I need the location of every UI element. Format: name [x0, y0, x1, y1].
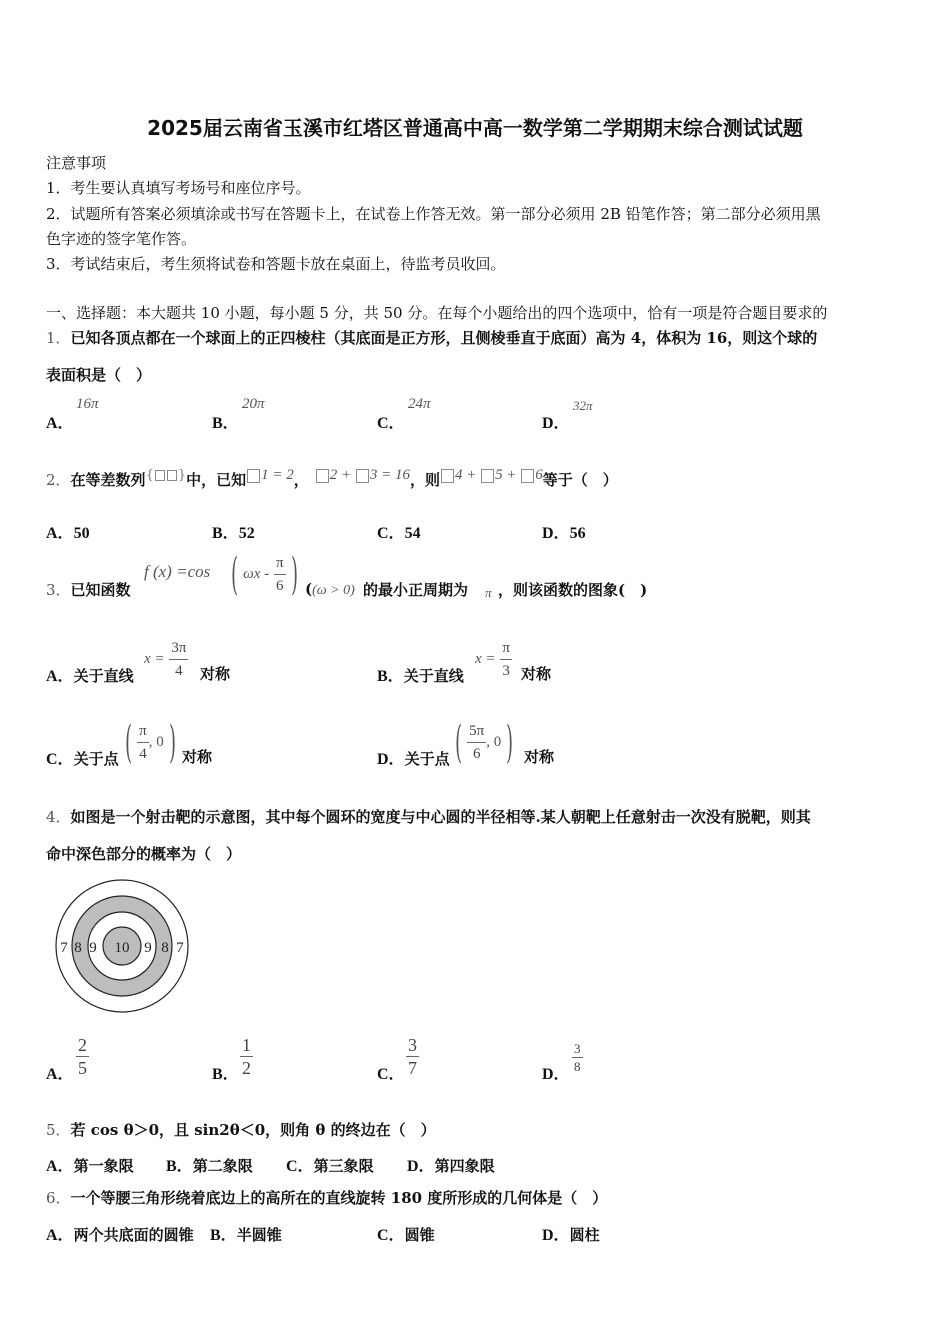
q5-option-d[interactable]: D．第四象限 [407, 1157, 495, 1175]
question-6-text: 6．一个等腰三角形绕着底边上的高所在的直线旋转 180 度所形成的几何体是（ ） [46, 1189, 608, 1207]
q4-option-d-fraction: $\frac{3}{8}$ [574, 1041, 581, 1074]
q3-option-c[interactable]: C．关于点 [46, 750, 119, 768]
q1-option-c[interactable]: C． [377, 415, 405, 432]
question-2-text: 2．在等差数列{ }中，已知 1 = 2， 2 + 3 = 16，则 4 + 5 + 6等于（ ） [46, 467, 618, 489]
q3-option-a[interactable]: A．关于直线 [46, 667, 134, 685]
label-7-right: 7 [176, 940, 184, 956]
q2-option-c[interactable]: C．54 [377, 525, 421, 542]
q3-option-b[interactable]: B．关于直线 [377, 667, 464, 685]
q3-option-b-math: x = $\frac{\pi}{3}$ [475, 637, 512, 682]
question-stem: 已知各顶点都在一个球面上的正四棱柱（其底面是正方形，且侧棱垂直于底面）高为 4，体积为 16，则这个球的 [70, 329, 818, 347]
q6-option-a[interactable]: A．两个共底面的圆锥 [46, 1226, 194, 1244]
q4-option-b[interactable]: B． [212, 1066, 239, 1083]
shooting-target-figure [52, 878, 192, 1014]
q3-function-expression: f (x) =cos [144, 562, 211, 581]
q3-option-c-math: ( $\frac{\pi}{4}$ , 0 ) [125, 716, 176, 768]
q3-period: π [485, 585, 492, 600]
question-number: 1． [46, 329, 71, 347]
q3-stem-end: ，则该函数的图象( ) [498, 581, 648, 599]
label-8-right: 8 [161, 940, 169, 956]
q3-option-c-tail: 对称 [182, 748, 213, 766]
q2-option-b[interactable]: B．52 [212, 525, 255, 542]
q2-option-a[interactable]: A．50 [46, 525, 90, 542]
q3-option-d[interactable]: D．关于点 [377, 750, 450, 768]
question-3-text: 3．已知函数 [46, 581, 131, 599]
q3-condition: ((ω > 0) [305, 580, 355, 598]
note-item: 色字迹的签字笔作答。 [46, 230, 197, 248]
q1-option-a-value: 16π [76, 396, 99, 412]
q1-option-d[interactable]: D． [542, 415, 570, 432]
question-4-text-cont: 命中深色部分的概率为（ ） [46, 845, 242, 863]
q6-option-d[interactable]: D．圆柱 [542, 1226, 600, 1244]
label-8-left: 8 [74, 940, 82, 956]
q2-option-d[interactable]: D．56 [542, 525, 586, 542]
note-item: 2．试题所有答案必须填涂或书写在答题卡上，在试卷上作答无效。第一部分必须用 2B 铅笔作答；第二部分必须用黑 [46, 205, 821, 223]
q1-option-b-value: 20π [242, 396, 265, 412]
q6-option-b[interactable]: B．半圆锥 [210, 1226, 282, 1244]
question-4-text: 4．如图是一个射击靶的示意图，其中每个圆环的宽度与中心圆的半径相等.某人朝靶上任意射击一次没有脱靶，则其 [46, 808, 811, 826]
q3-option-a-math: x = $\frac{3\pi}{4}$ [144, 637, 188, 682]
q5-option-b[interactable]: B．第二象限 [166, 1157, 253, 1175]
q3-option-d-math: ( $\frac{5\pi}{6}$ , 0 ) [455, 716, 514, 768]
page-title: 2025届云南省玉溪市红塔区普通高中高一数学第二学期期末综合测试试题 [147, 116, 803, 140]
section-heading: 一、选择题：本大题共 10 小题，每小题 5 分，共 50 分。在每个小题给出的四个选项中，恰有一项是符合题目要求的 [46, 304, 828, 322]
q4-option-a[interactable]: A． [46, 1066, 74, 1083]
label-9-left: 9 [89, 940, 97, 956]
note-item: 1．考生要认真填写考场号和座位序号。 [46, 179, 311, 197]
notes-heading: 注意事项 [46, 154, 107, 172]
q3-option-a-tail: 对称 [200, 665, 231, 683]
q1-option-a[interactable]: A． [46, 415, 74, 432]
q3-option-d-tail: 对称 [524, 748, 555, 766]
q1-option-b[interactable]: B． [212, 415, 239, 432]
q4-option-a-fraction: $\frac{2}{5}$ [78, 1035, 87, 1078]
q1-option-c-value: 24π [408, 396, 431, 412]
question-1-text [46, 327, 817, 348]
q6-option-c[interactable]: C．圆锥 [377, 1226, 435, 1244]
q5-option-a[interactable]: A．第一象限 [46, 1157, 134, 1175]
label-7-left: 7 [60, 940, 68, 956]
q4-option-c[interactable]: C． [377, 1066, 405, 1083]
label-9-right: 9 [144, 940, 152, 956]
question-5-text: 5．若 cos θ＞0，且 sin2θ＜0，则角 θ 的终边在（ ） [46, 1121, 436, 1139]
q4-option-b-fraction: $\frac{1}{2}$ [242, 1035, 251, 1078]
q3-option-b-tail: 对称 [521, 665, 552, 683]
label-10: 10 [114, 940, 130, 956]
q5-option-c[interactable]: C．第三象限 [286, 1157, 374, 1175]
q4-option-d[interactable]: D． [542, 1066, 570, 1083]
q3-stem-mid: 的最小正周期为 [363, 581, 469, 599]
question-1-text-cont: 表面积是（ ） [46, 366, 152, 384]
q3-cos-argument: ( ωx - $\frac{\pi}{6}$ ) [231, 548, 298, 600]
note-item: 3．考试结束后，考生须将试卷和答题卡放在桌面上，待监考员收回。 [46, 255, 506, 273]
q1-option-d-value: 32π [573, 398, 593, 413]
q4-option-c-fraction: $\frac{3}{7}$ [408, 1035, 417, 1078]
